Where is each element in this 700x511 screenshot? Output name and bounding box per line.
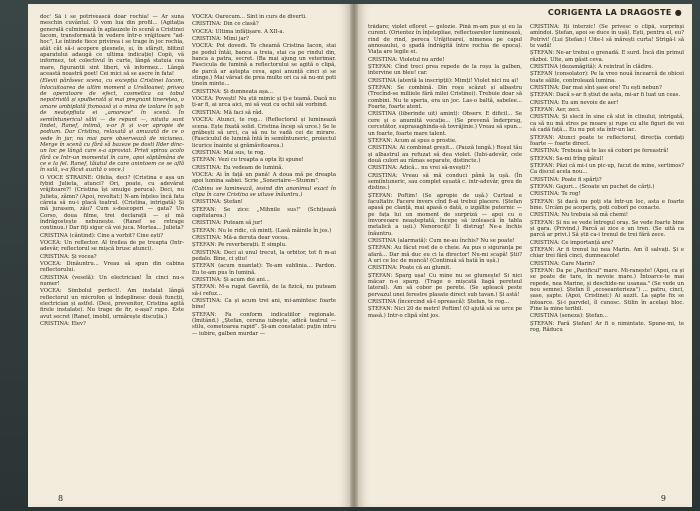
paragraph: CRISTINA: Violetul nu arde!	[368, 56, 445, 63]
right-page-columns	[368, 24, 684, 485]
paragraph: trădare; violet efloret — gelozie. Pînă m-am pus și eu la curent. (Orientez în înțelepliae, reflectoarelor luminează, rind de rind, pereca Urăjitoarei, nimenea pe capul annosaului, o șpadă îndrăgită între rochia de epoca). Viața are legile ei.	[368, 24, 522, 56]
paragraph: CRISTINA: Trebuia să te las să cobori pe fereastră!	[530, 148, 669, 155]
paragraph: CRISTINA (cântind): Cine a vorbit? Cine ești?	[40, 232, 164, 239]
paragraph: CRISTINA: Puteam să jur!	[192, 220, 263, 227]
paragraph: CRISTINA: Îți interzic! (Se privesc o clipă, surprinși amîndoi. Ștefan, apoi se duce în ușă). Ești, pentru el, eu? Potrivi! (Lui Ștefan:) Uite-l să mărești curta! Strigă-l să te vadă!	[530, 24, 684, 50]
paragraph: ȘTEFAN: Vezi cu treapta a opta îți spune!	[192, 157, 304, 164]
paragraph: ȘTEFAN: Nici 20 de metri! Poftim! (O ajută să se urce pe masă.) Intr-o clipă sînt jos.	[368, 306, 522, 319]
paragraph: CRISTINA: Și acum doi ani...	[192, 277, 270, 284]
paragraph: (Cabinu se luminează, iesind din anonimul exact în clipa în care Cristina se uitase înăuntru.)	[192, 185, 336, 198]
paragraph: CRISTINA: Elev?	[40, 321, 86, 328]
paragraph: CRISTINA (dezamăgită): A reintrat în clădire.	[530, 64, 654, 71]
paragraph: ȘTEFAN: Se zice: „Mihnile sus!" (Schițează capitularea.)	[192, 206, 336, 219]
paragraph: ȘTEFAN: M-a rugat Gavrilă, de la fizică, nu puteam să-i refuz...	[192, 284, 336, 297]
paragraph: VOCEA: Dinăuntru... Vreau să spun din cabina reflectorului.	[40, 261, 184, 274]
paragraph: VOCEA: Un reflector. Al treilea de pe treapta (Intr-adevăr, reflectorul se mișcă brusc atunci).	[40, 240, 184, 253]
paragraph: CRISTINA (alarmată): Cum ne-au închis? Nu se poate!	[368, 238, 515, 244]
paragraph: ȘTEFAN: Poftim! (Se apropie de ușă.) Curtoal e facultativ. Facere invers cînd fi-ai trebui placere. (Ștefan apasă pe clanță, mai apasă o dată, o izgâltie puternic — pe fața lui un moment de surpriză — apoi cu o îmvoreoare neașteptată, începe să izolească în tabla metalică a ușii.) Nenorociți! Îi distrug! Ne-a închis înăuntru.	[368, 192, 522, 237]
paragraph: CRISTINA (veselă): Un electrician! În cinci nu-s numer!	[40, 274, 184, 288]
paragraph: CRISTINA: Mimi jar?	[192, 36, 250, 43]
right-page-column-2	[530, 24, 684, 485]
paragraph: ȘTEFAN: Nu le ridic, că mintț. (Lasă mâinile în jos.)	[192, 227, 332, 234]
paragraph: VOCEA: Atunci, te rog... (Reflectorul și luminează scena. Ește fixată solid. Cristina încep să urce.) Se le grăbești să urci, ca să nu te vadă cei de mirare. (Fasciculul de lumină întă în semiîntuneric, proiectul licurice înainte și grămăvitoarea.)	[192, 117, 336, 149]
paragraph: CRISTINA: Ca și acum trei ani, mi-amintesc foarte bine!	[192, 298, 336, 311]
paragraph: CRISTINA: Și vocea?	[40, 253, 97, 260]
paragraph: (Elevii părăsesc scena, cu excepția Cristinei Iacom, înlocuitoarea de ultim moment a Ursăloanei; privea de operatoare de efect, cosmetica ca tobul nepotrivită și spulberată și mai pregnant tinerețea, o amare ambiplată fixmoasă și o mina de izolare în șah de neațepfiuta ei „amoreze" în scenă. În semiîntunericul sălii — de repunt —, nituita sunt lindet, Ranef, intimă, v-or fi și v-or apropie de podium. Dar Cristina, relaxată și amuzată de ce o vede în jur, nu mai pare observează de niciunea. Merge în scenă cu fără să bazeze pe dosti Ilder dinc-un loc pe lângă care s-a aproviat. Privii spirau acolo fără ce Intr-un momentul în care, apoi săptămâna de ce e la fel. Ranef, tăiatul de care anintoem ce se află în sală, s-a făcut auzită o voce.)	[40, 78, 184, 174]
paragraph: ȘTEFAN: Ne-ar trebui o grenadă. E surd. Încă din primul război. Ulte, am găsit ceva.	[530, 50, 684, 63]
paragraph: CRISTINA: Deci ai unul trecut, la orbitor, tot fi m-ai pedalo. Bine, ci știu!	[192, 249, 336, 263]
paragraph: CRISTINA (atentă la inscripții): Mimți! Violet nici nu ai!	[368, 77, 519, 84]
paragraph: VOCEA: Simbolul perfect!. Am instalat lângă reflectorul un microfon și îndeplinesc două funcții, electrician și astfel. (Desi, prevenitor, Cristina agită firele instalate). Nu trage de fir, e-așa? rupe. Este avut secret (Ranef, imobil, urmărește discuția.)	[40, 288, 184, 320]
paragraph: VOCEA: Ai în față un pană! A doua mă pe dreapta apoi lumina sabiei. Scrie „Soneriaire—Stumm".	[192, 171, 336, 185]
right-page-column-1	[368, 24, 522, 485]
paragraph: CRISTINA: Dar mai sînt șase ore! Tu ești nebun?	[530, 85, 662, 92]
left-page-column-2	[192, 14, 336, 485]
paragraph: CRISTINA: Mă-a deruta dear vocea.	[192, 235, 289, 241]
paragraph: CRISTINA: Nu trebuia să mă chemi!	[530, 212, 628, 219]
paragraph: ȘTEFAN: Sa-mi frîng gâtul!	[530, 155, 604, 162]
left-page-column-1	[40, 14, 184, 485]
paragraph: CRISTINA: Mă faci să râd.	[192, 109, 264, 116]
paragraph: VOCEA: Povești! Nu știi mimic și ți-e teamă. Dacă nu ți-ar fi, ai urca aici, mi să vezi cu ochii săi vorbind.	[192, 96, 336, 109]
paragraph: ȘTEFAN: Fa conform indicatiilor regionale. (Imitând.) „Ștefan, ceruna iubește, adică teatrul — stilu, cometoarea rapid”. Și-am constatat: puțin intru — iubire, galben murdar —	[192, 311, 336, 337]
paragraph: CRISTINA: Și dumneata așa...	[192, 88, 273, 95]
page-number: 8	[58, 494, 64, 503]
paragraph: CRISTINA (încercind să-l oprească): Ștefan, te rog...	[368, 299, 510, 306]
paragraph: VOCEA: Ultima infățișare. A XII-a.	[192, 28, 285, 35]
paragraph: ȘTEFAN: Gajuri... (Scoate un puchet de cărți.)	[530, 183, 655, 190]
paragraph: CRISTINA: Adică... nu vrei să-nvești?!	[368, 165, 471, 172]
left-page	[28, 4, 350, 507]
running-header-title: CORIGENTA LA DRAGOSTE	[547, 8, 672, 17]
paragraph: CRISTINA: Și slecii în sine că slut în clinului, intrigată, ca să nu mă stres pe moare și rupe cu alte figuri de voi să cadă față... Eu nu pot sta într-un lac.	[530, 114, 684, 134]
paragraph: CRISTINA (liberinde uit) amint): Observ. E dificil... Se cere și o anumită vocație... (Se prevenă înderprug, cercetător, suprasaghinda-să tovrăjinie.) Vreau să spun... un foarte, foarte mare talent.	[368, 111, 522, 137]
left-page-columns	[40, 14, 336, 485]
book-gutter	[350, 4, 358, 507]
running-header	[548, 8, 682, 17]
paragraph: ȘTEFAN: Aer, zeci.	[530, 107, 581, 114]
paragraph: ȘTEFAN: Atunci poate te reflectorul, direcția cordați foarte — foarte direct.	[530, 134, 684, 147]
paragraph: CRISTINA: Te rog!	[530, 191, 581, 198]
paragraph: doc' Să i se potrivească doar rochia! — Ar suna meschin cuvântul. O vom lua din profil... (Agitația generală culminează în aplauzele în scenă a Cristinei Iacom, transformată în vedere într-o vrăjitoare "ad-hoc", Le întinde fiece privirea i se trage în joc rochia, atât cât să-i acopere glesnele, și, în sfârșit, blitzul aparatului adaugă ce ultima indicație) Copii, vă informez, tot colectivul în curte, lângă statuia cea mare, figurantii sint liberi, vă informez... Lângă această noastră poet! Cei mici să se ascre în fata!	[40, 14, 184, 78]
paragraph: ȘTEFAN: Au făcut rost de o cheie. Au pus o siguranța pe afară... Dar mă duc eu ci la director! Nu-mi scapă! Știi? A uri ce loc de muncă! (Continuă să bată în ușă.)	[368, 245, 522, 265]
paragraph: CRISTINA (seneza): Ștefan...	[530, 313, 608, 320]
paragraph: ȘTEFAN: Ar fi trenul lui nea Marin. Am îl salvați. Și e chiar trei fără cinci, dumneacole!	[530, 247, 684, 260]
paragraph: VOCEA: Oarecum... Sint in curs de diverti.	[192, 14, 307, 20]
bullet-icon: ●	[674, 8, 682, 17]
paragraph: ȘTEFAN: Cînd treci prea repede de la roșu la galben, intervine un bleu! car.	[368, 64, 522, 77]
paragraph: ȘTEFAN (acum nuantat): Te-am sublinia... Pardon. Eu te-am pus în lumină.	[192, 263, 336, 276]
paragraph: ȘTEFAN (consolator): Pe la vreo nouă încearcă de obicei toate sălile, controlează lumina.	[530, 71, 684, 84]
paragraph: CRISTINA: Ce importanță are?	[530, 239, 614, 246]
paragraph: ȘTEFAN: Pe reverberații. E simplu.	[192, 242, 287, 249]
right-page	[358, 4, 692, 507]
paragraph: CRISTINA: Poate fi spărți?	[530, 176, 602, 183]
paragraph: ȘTEFAN: Se combină. Din roșu scăzut și albastru (Trecînd-se miliiele fără milei Cristinei). Trebuie doar să combini. Nu te speria, era un joc. Las-o baltă, sabelee... Foarte, foarte atent.	[368, 85, 522, 111]
paragraph: O VOCE STRAINE: Ofelia, deci? (Cristina e așa un fybid Julieta, atunci? Ori, poate, cu adevărat vrăjitoare?! (Cristina își smulge peruca). Deci, nu Julieta, zâmn? (Apoi, revoltat:) N-am înțeles încă fata căreia să nu-i placă teatrul. (Cristina, intrigată) Și mă jurasem, zău? Cum s-descoperi — gata? Un Corso, doua filme, trei declarații — și mă îndrăgostește nebunește. (Ranef se retrage continuu.) Dar fiți sigur că voi juca. Mortea... Julieta?	[40, 174, 184, 232]
paragraph: CRISTINA: Poate că au glumit.	[368, 265, 452, 272]
paragraph: ȘTEFAN: Da pe „Pacificul" mare. Mi-raneste! (Apoi, ca și se poate de tare, în nevoie mare.) Întoarce-te mai repede, nea Marine, și deschide-ne usanaa." (Se vede un nou semne). Ștefan îl „ecoseanterieza") ... patru, cinci, șase, șapte. (Apoi, Cristinei:) Ai auzit. La șapte fix se intoarce. Și-i parvdel, îl cunosc. Stilin în același bloc. Fine la mine teribil.	[530, 268, 684, 313]
paragraph: ȘTEFAN: Sparg ușa! Cu mine nu se glumește! Si nici măcar n-o sparg. (Trage o mișcată liagă pereteul lateral). Am să cobor pe perete. (Se apleacă peste pervazul unei ferestre plasate direct sub tavan.) Și astă!	[368, 272, 522, 298]
paragraph: ȘTEFAN: Și nu se vede întregul oraș. Se vede foarte bine și gara. (Privind.) Parcă ai zice e un tren. (Se uită ca parcă ar privi.) Să știi ca-i trenul de trei fără zece.	[530, 219, 684, 239]
paragraph: ȘTEFAN: Și dacă nu poți sta într-un loc, asta e foarte bine. Urcăm pe acoperiș, poți coborî pe conacte.	[530, 198, 684, 211]
paragraph: CRISTINA: Vreau să mă conduci până la ușă. (În semiîntuneric, sau complet eșuată c. intr-adevăr, greu de distins.)	[368, 172, 522, 192]
paragraph: ȘTEFAN: Fară Ștefan! Ar fi o nimintate. Spune-mi, te rog, Răducu	[530, 320, 684, 334]
paragraph: CRISTINA: Ai combinat greșit... (Pauză lungă.) Roșul tău și albastrul au refuzat să dea violet. (Iubi-adevăr, cele două culori au rămas separate, distincte.)	[368, 145, 522, 164]
page-number: 9	[660, 494, 666, 503]
paragraph: ȘTEFAN: Acum ai spus o prostie.	[368, 137, 457, 144]
paragraph: CRISTINA: Eu am nevoie de aer!	[530, 99, 619, 106]
paragraph: CRISTINA: Ștefan!	[192, 199, 243, 206]
paragraph: CRISTINA: Mai sus, te rog.	[192, 149, 266, 156]
paragraph: CRISTINA: Care Marin?	[530, 260, 595, 267]
paragraph: ȘTEFAN: Păzi că mi-i un pic-up, facut de mine, sertimos? Ca discul acela nou...	[530, 162, 684, 176]
paragraph: CRISTINA: Eu vedeam de lumină.	[192, 164, 284, 171]
paragraph: VOCEA: Pot dovedi. Te cheamă Cristina Iacon, stai pe podul întâi, banca a treia, stai ca pe rindul din, banca a patra, secret. (Ba mai ajung un veterimar. Fascicula de lumină a reflectorului se agită o clipă, de parcă ar aștepta ceva, apoi anunță cinci și se stinge.) Mai vărsat de prea multe ori ca să nu-mi poti țineîn minte...	[192, 43, 336, 88]
paragraph: ȘTEFAN: Dacă s-ar fi știut de asta, mi-ar fi luat un ceas.	[530, 92, 681, 99]
paragraph: CRISTINA: Din ce clasă?	[192, 21, 259, 28]
